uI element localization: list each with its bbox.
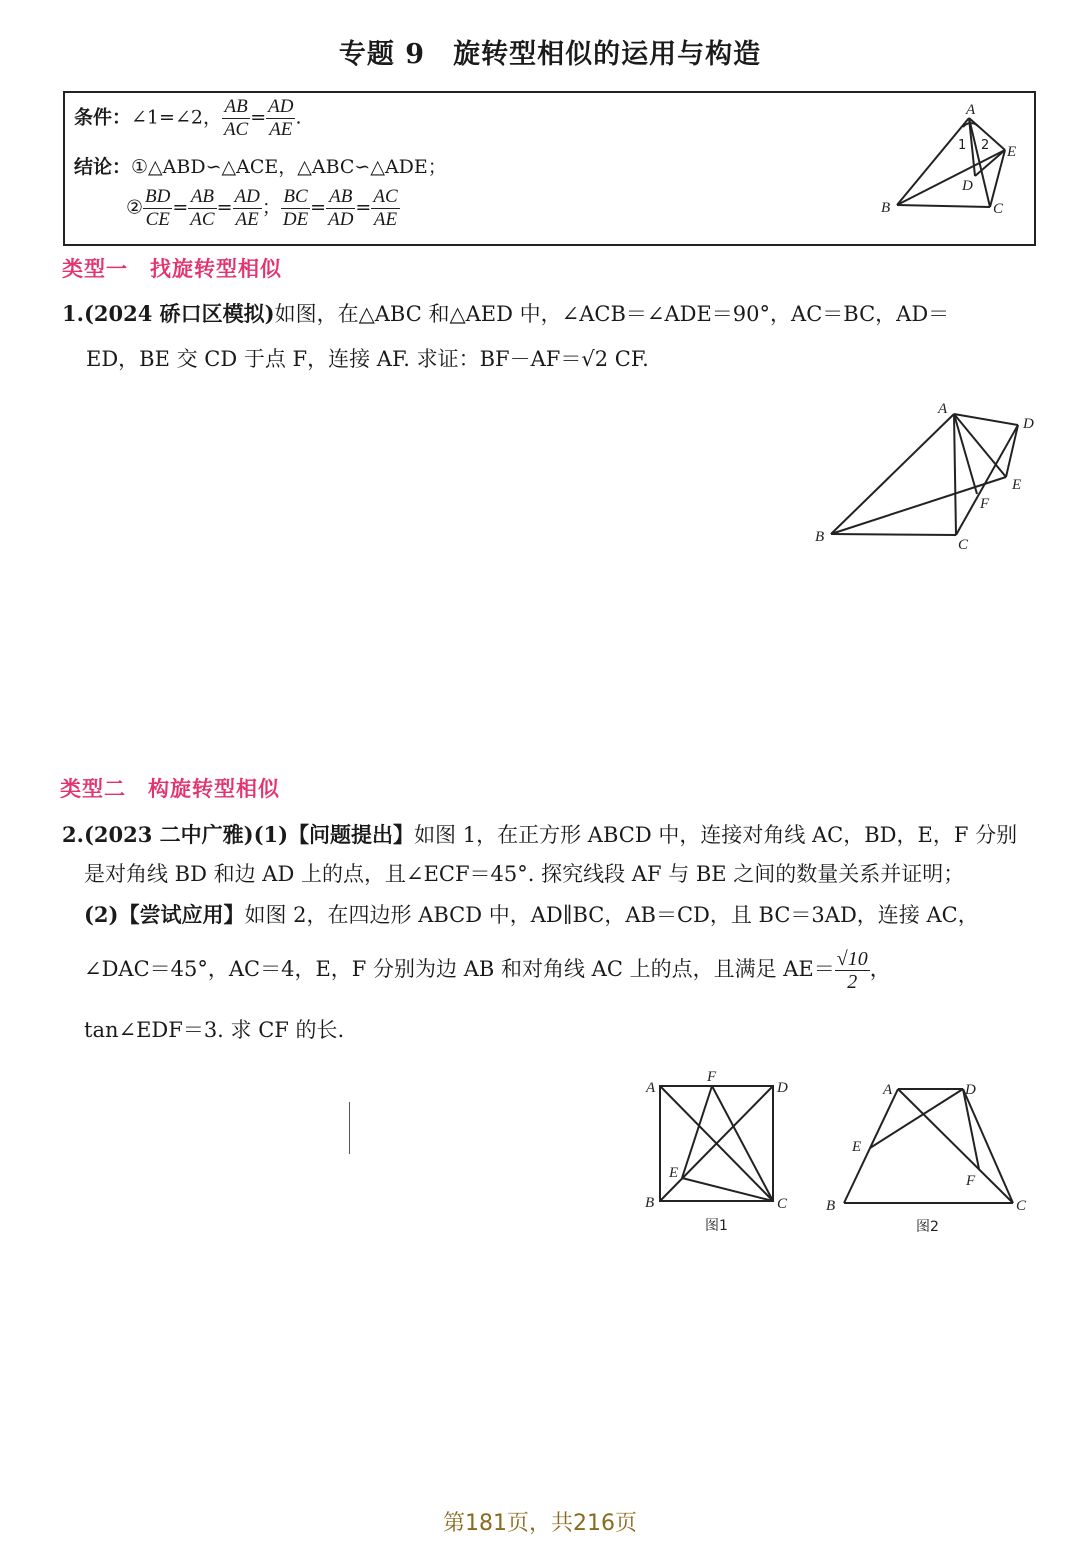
segment-de (1006, 425, 1018, 477)
segment-ec (990, 150, 1005, 207)
segment-bc (897, 205, 990, 207)
label-c: C (958, 537, 969, 553)
segment-be (897, 150, 1005, 205)
frac-denominator: AD (328, 209, 354, 230)
label-angle-2: 2 (981, 138, 990, 153)
label-c: C (993, 201, 1004, 217)
fraction-ab-ac (188, 186, 216, 231)
box-figure (870, 96, 1030, 226)
fraction-bd-ce (143, 186, 172, 231)
segment-ab (897, 118, 969, 205)
frac-numerator: BC (281, 186, 310, 209)
frac-denominator: AE (373, 209, 398, 230)
condition-line (74, 96, 302, 141)
equals-sign: = (250, 106, 267, 129)
segment-fc (712, 1086, 773, 1201)
label-e: E (1007, 144, 1017, 160)
label-d: D (1023, 416, 1034, 432)
condition-angles: ∠1=∠2， (131, 106, 222, 129)
page-number-footer: 第181页，共216页 (443, 1511, 637, 1536)
segment-ad (954, 414, 1018, 425)
label-d: D (777, 1080, 788, 1096)
figure-2-caption: 图2 (916, 1219, 939, 1235)
label-e: E (1012, 477, 1022, 493)
segment-af (954, 414, 977, 494)
comma: ， (869, 957, 891, 981)
fraction-ac-ae (371, 186, 399, 231)
problem-text: ∠DAC＝45°，AC＝4，E，F 分别为边 AB 和对角线 AC 上的点，且满足 AE＝ (84, 957, 835, 981)
label-e: E (669, 1165, 679, 1181)
label-f: F (980, 496, 990, 512)
label-f: F (966, 1173, 976, 1189)
problem-text: 如图 1，在正方形 ABCD 中，连接对角线 AC，BD，E，F 分别 (414, 823, 1018, 847)
label-d: D (962, 178, 973, 194)
conclusion-line-1 (74, 152, 447, 179)
frac-denominator: AE (235, 209, 259, 230)
scan-mark (349, 1102, 350, 1154)
period: . (295, 106, 302, 129)
problem-source: (2024 硚口区模拟) (83, 301, 275, 326)
fraction-bc-de (281, 186, 310, 231)
frac-denominator: AC (223, 119, 249, 140)
frac-numerator: AB (222, 96, 250, 119)
fraction-ad-ae (233, 186, 262, 231)
frac-denominator: 2 (847, 971, 858, 993)
equals-sign: = (355, 196, 372, 219)
fraction-ab-ad (326, 186, 355, 231)
frac-numerator: AD (268, 96, 294, 117)
section-heading-2: 类型二 构旋转型相似 (60, 776, 280, 801)
conclusion-line-2 (126, 186, 400, 231)
conclusion-label: 结论： (74, 156, 132, 178)
problem-2-line-1 (62, 819, 1017, 849)
frac-denominator: AE (269, 119, 293, 140)
diagonal-ac (898, 1089, 1013, 1203)
circled-2: ② (126, 196, 144, 219)
frac-numerator: BD (145, 186, 171, 207)
label-a: A (883, 1082, 893, 1098)
conclusion-1: ①△ABD∽△ACE，△ABC∽△ADE； (131, 156, 447, 178)
figure-2 (820, 1072, 1040, 1242)
frac-numerator: √10 (836, 948, 868, 970)
frac-numerator: AC (373, 186, 398, 207)
frac-numerator: AB (188, 186, 216, 209)
condition-label: 条件： (74, 106, 132, 129)
frac-denominator: AC (190, 209, 215, 230)
frac-numerator: AD (234, 186, 260, 207)
part-2-tag: (2)【尝试应用】 (84, 902, 245, 927)
equals-sign: = (172, 196, 189, 219)
problem-text: 如图 2，在四边形 ABCD 中，AD∥BC，AB＝CD，且 BC＝3AD，连接 AC， (244, 903, 979, 927)
problem-number: 1. (62, 301, 84, 326)
ae-fraction (835, 948, 870, 993)
label-d: D (965, 1082, 976, 1098)
problem-source: (2023 二中广雅) (83, 822, 254, 847)
label-f: F (707, 1069, 717, 1085)
label-e: E (852, 1139, 862, 1155)
condition-fraction-1 (222, 96, 250, 141)
frac-denominator: CE (145, 209, 170, 230)
label-a: A (938, 401, 948, 417)
problem-1-figure (810, 396, 1050, 556)
problem-1-line-2: ED，BE 交 CD 于点 F，连接 AF. 求证：BF－AF＝√2 CF. (86, 347, 649, 371)
label-a: A (646, 1080, 656, 1096)
label-b: B (815, 529, 825, 545)
label-b: B (881, 200, 891, 216)
figure-1-caption: 图1 (705, 1218, 728, 1234)
page-title: 专题 9 旋转型相似的运用与构造 (338, 39, 762, 70)
condition-fraction-2 (266, 96, 295, 141)
problem-2-line-5: tan∠EDF＝3. 求 CF 的长. (84, 1018, 345, 1042)
problem-text: 如图，在△ABC 和△AED 中，∠ACB＝∠ADE＝90°，AC＝BC，AD＝ (274, 302, 950, 326)
frac-denominator: DE (282, 209, 309, 230)
label-b: B (826, 1198, 836, 1214)
label-c: C (777, 1196, 788, 1212)
label-a: A (966, 102, 976, 118)
equals-sign: = (216, 196, 233, 219)
problem-1-line-1 (62, 298, 949, 328)
label-angle-1: 1 (958, 138, 967, 153)
figure-1 (640, 1066, 800, 1242)
label-c: C (1016, 1198, 1027, 1214)
semicolon: ； (261, 196, 281, 219)
problem-2-line-3 (84, 899, 979, 929)
label-b: B (645, 1195, 655, 1211)
problem-2-line-4 (84, 948, 891, 993)
segment-cd (956, 425, 1018, 535)
frac-numerator: AB (326, 186, 355, 209)
problem-2-line-2: 是对角线 BD 和边 AD 上的点，且∠ECF＝45°. 探究线段 AF 与 BE 之间的数量关系并证明； (84, 862, 965, 886)
segment-bc (831, 534, 956, 535)
part-1-tag: (1)【问题提出】 (253, 822, 415, 847)
segment-ab (831, 414, 954, 534)
segment-ec (682, 1178, 773, 1201)
equals-sign: = (310, 196, 327, 219)
problem-number: 2. (62, 822, 84, 847)
segment-ae (954, 414, 1006, 477)
section-heading-1: 类型一 找旋转型相似 (62, 256, 282, 281)
segment-ac (954, 414, 956, 535)
